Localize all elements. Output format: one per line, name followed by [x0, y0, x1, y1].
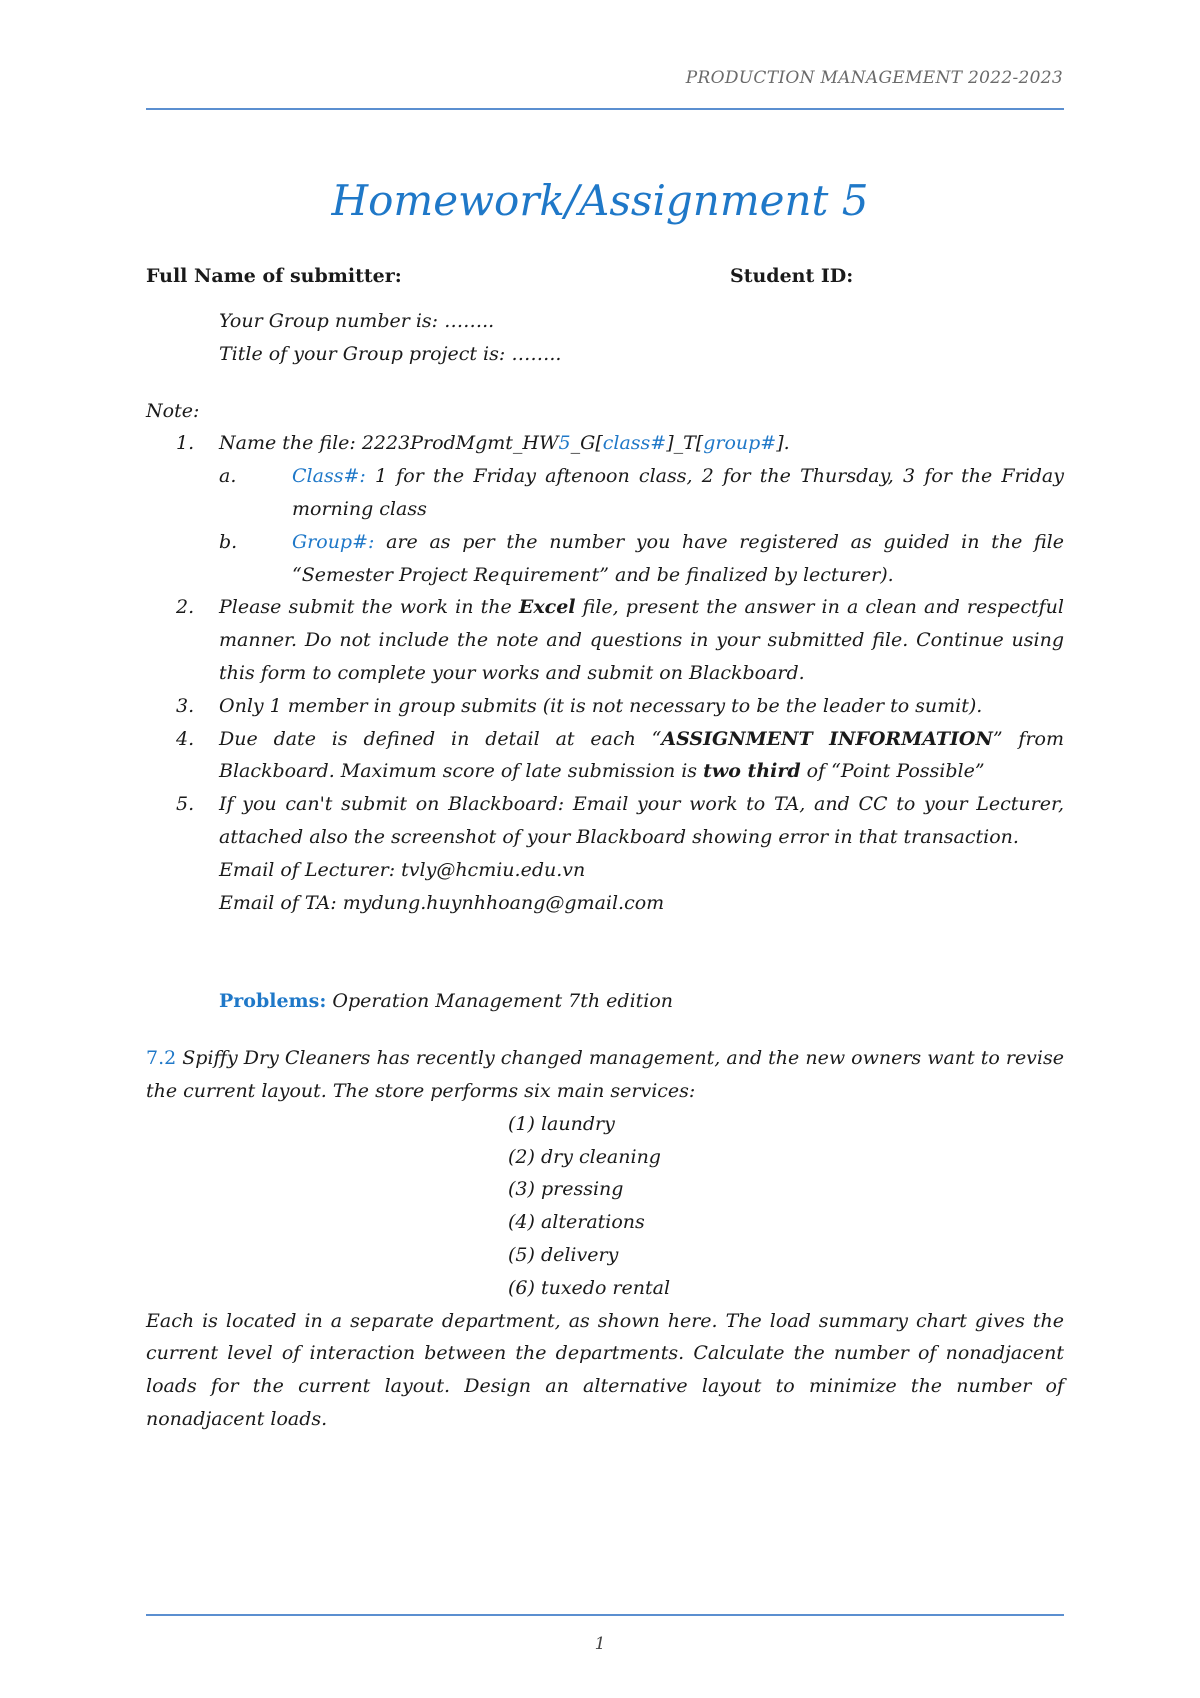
problem-number: 7.2	[146, 1047, 177, 1070]
problem-intro	[146, 1042, 1064, 1108]
problem-body: Each is located in a separate department, as shown here. The load summary chart gives the current level of interaction between the departments. Calculate the number of nonadjacent loads for the current layout. Design an alternative layout to minimize the number of nonadjacent loads.	[146, 1309, 1064, 1430]
note-text: file, present the answer in a clean and respectful manner. Do not include the note and questions in your submitted file. Continue using this form to complete your works and submit on Blackboard.	[219, 596, 1064, 684]
excel-emphasis: Excel	[518, 596, 576, 619]
group-project-line: Title of your Group project is: ……..	[219, 342, 562, 365]
note-subitem-a	[146, 460, 1064, 526]
subitem-letter: b.	[219, 530, 238, 553]
group-description: are as per the number you have registered as guided in the file “Semester Project Requirement” and be finalized by lecturer).	[292, 530, 1064, 586]
note-item-number: 4.	[176, 727, 195, 750]
filename-hw-number: 5	[558, 432, 571, 455]
note-subitem-b	[146, 526, 1064, 592]
group-number-line: Your Group number is: ……..	[219, 310, 495, 332]
filename-prefix: Name the file: 2223ProdMgmt_HW	[219, 432, 559, 455]
full-name-label: Full Name of submitter:	[146, 265, 402, 287]
ta-email-line: Email of TA: mydung.huynhhoang@gmail.com	[219, 891, 665, 914]
service-item: (1) laundry	[508, 1112, 615, 1135]
service-item: (5) delivery	[508, 1243, 619, 1266]
note-item-number: 5.	[176, 793, 195, 816]
student-id-label: Student ID:	[730, 265, 854, 287]
page-number: 1	[594, 1634, 606, 1654]
note-text: of “Point Possible”	[800, 760, 985, 783]
filename-part: _G[	[570, 432, 603, 455]
note-item-3	[146, 690, 1064, 723]
filename-suffix: ].	[776, 432, 790, 455]
problems-heading	[146, 985, 1064, 1018]
note-item-5	[146, 788, 1064, 854]
document-body	[146, 260, 1064, 1436]
note-text: If you can't submit on Blackboard: Email your work to TA, and CC to your Lecturer, attached also the screenshot of your Blackboard showing error in that transaction.	[219, 793, 1064, 848]
filename-group-token: group#	[703, 432, 777, 455]
service-item: (2) dry cleaning	[508, 1145, 661, 1168]
problems-label: Problems:	[219, 990, 327, 1013]
subitem-letter: a.	[219, 465, 237, 488]
note-item-2	[146, 591, 1064, 689]
service-item: (6) tuxedo rental	[508, 1276, 671, 1299]
two-third-emphasis: two third	[703, 760, 801, 783]
note-label: Note:	[146, 399, 200, 422]
problem-intro-text: Spiffy Dry Cleaners has recently changed management, and the new owners want to revise the current layout. The store performs six main services:	[146, 1047, 1064, 1102]
header-rule	[146, 108, 1064, 110]
page-title: Homework/Assignment 5	[331, 176, 869, 225]
footer-rule	[146, 1614, 1064, 1616]
note-text: ” from Blackboard. Maximum score of late submission is	[219, 727, 1064, 783]
class-description: 1 for the Friday aftenoon class, 2 for the Thursday, 3 for the Friday morning class	[292, 465, 1064, 520]
note-text: Please submit the work in the	[219, 596, 519, 619]
note-item-1	[146, 427, 1064, 460]
services-list	[146, 1108, 1064, 1305]
filename-class-token: class#	[602, 432, 667, 455]
note-item-number: 2.	[176, 596, 195, 619]
class-label: Class#:	[292, 465, 366, 488]
service-item: (3) pressing	[508, 1178, 624, 1201]
note-item-number: 3.	[176, 694, 195, 717]
filename-part: ]_T[	[666, 432, 704, 455]
note-item-number: 1.	[176, 432, 195, 455]
note-item-4	[146, 723, 1064, 789]
note-text: Only 1 member in group submits (it is not necessary to be the leader to sumit).	[219, 694, 983, 717]
running-header: PRODUCTION MANAGEMENT 2022-2023	[685, 68, 1063, 88]
group-label: Group#:	[292, 530, 375, 553]
submitter-row	[146, 260, 1064, 293]
problems-source: Operation Management 7th edition	[326, 990, 674, 1013]
service-item: (4) alterations	[508, 1211, 645, 1234]
note-text: Due date is defined in detail at each “	[219, 727, 662, 750]
assignment-info-emphasis: ASSIGNMENT INFORMATION	[661, 727, 993, 750]
lecturer-email-line: Email of Lecturer: tvly@hcmiu.edu.vn	[219, 858, 586, 881]
